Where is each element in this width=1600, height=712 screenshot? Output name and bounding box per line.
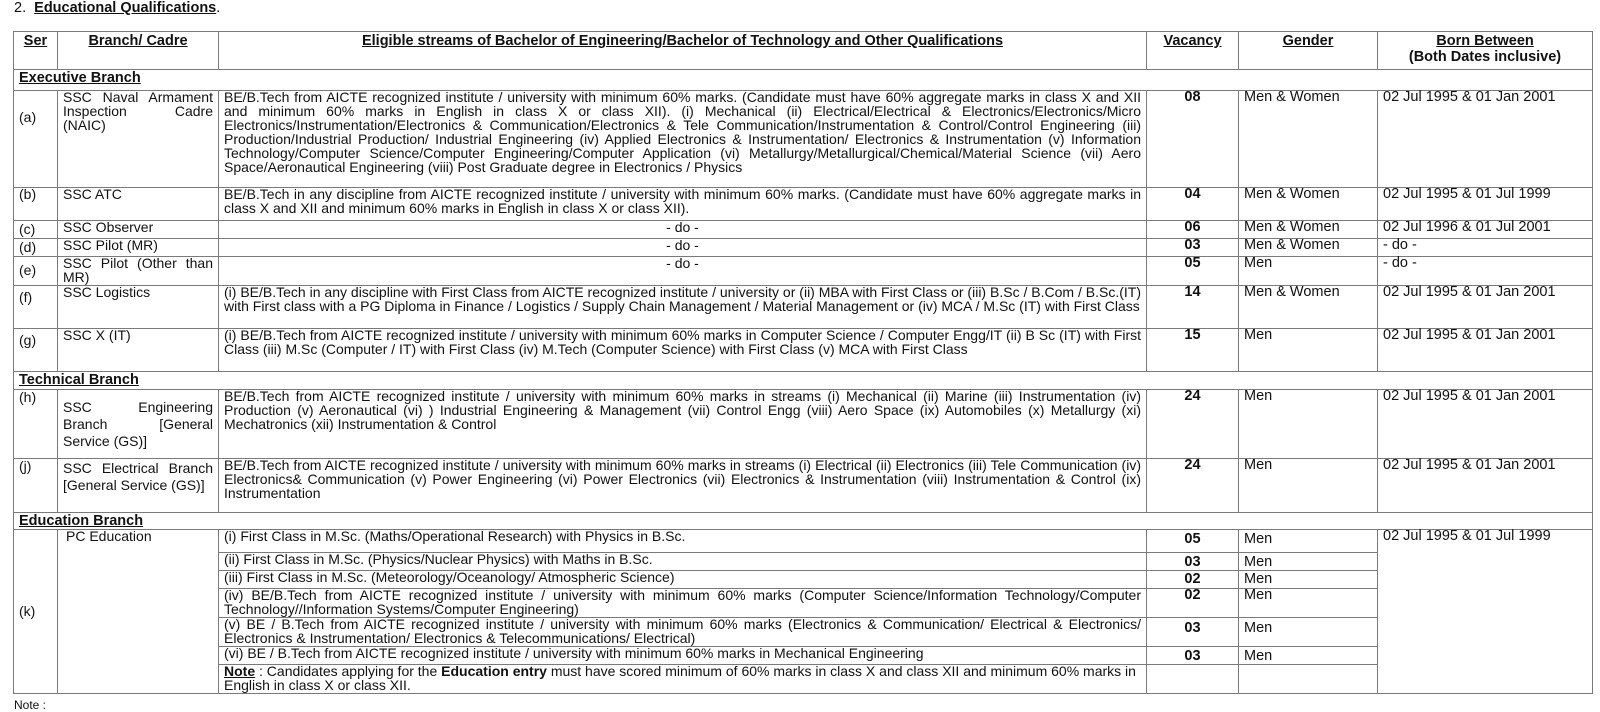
note-emphasis: Education entry: [441, 663, 547, 679]
cadre-cell: PC Education: [58, 530, 219, 694]
ser-cell: (k): [14, 530, 58, 694]
cadre-cell: SSC ATC: [58, 188, 219, 221]
cadre-cell: SSC X (IT): [58, 329, 219, 372]
ser-cell: (h): [14, 390, 58, 459]
section-number: 2.: [14, 0, 27, 16]
streams-cell: (vi) BE / B.Tech from AICTE recognized institute / university with minimum 60% marks in Mechanical Engineering: [219, 647, 1147, 665]
gender-cell: Men & Women: [1239, 239, 1378, 257]
qualifications-table: [13, 31, 1593, 694]
streams-cell: BE/B.Tech from AICTE recognized institute / university with minimum 60% marks in streams (i) Electrical (ii) Electronics (iii) Tele Communication (iv) Electronics& Communication (v) Power Engineering (vi) Power Electronics (vii) Electronics & Instrumentation (viii) Instrumentation & Control (ix) Instrumentation: [219, 459, 1147, 513]
born-cell: 02 Jul 1995 & 01 Jul 1999: [1378, 188, 1593, 221]
trailing-note-label: Note :: [14, 698, 47, 712]
ser-cell: (b): [14, 188, 58, 221]
vacancy-cell: 03: [1147, 239, 1239, 257]
streams-cell: BE/B.Tech in any discipline from AICTE recognized institute / university with minimum 60% marks. (Candidate must have 60% aggregate marks in class X and XII and minimum 60% marks in English in class X or class XII).: [219, 188, 1147, 221]
vacancy-cell: 03: [1147, 618, 1239, 647]
note-label: Note: [224, 663, 256, 679]
header-gender: Gender: [1239, 32, 1378, 70]
ser-cell: (g): [14, 329, 58, 372]
streams-cell: (iii) First Class in M.Sc. (Meteorology/Oceanology/ Atmospheric Science): [219, 571, 1147, 589]
born-cell: 02 Jul 1995 & 01 Jan 2001: [1378, 91, 1593, 188]
vacancy-cell: 03: [1147, 553, 1239, 571]
header-vacancy: Vacancy: [1147, 32, 1239, 70]
gender-cell: Men: [1239, 553, 1378, 571]
cadre-cell: SSC Pilot (MR): [58, 239, 219, 257]
streams-cell: (i) BE/B.Tech from AICTE recognized institute / university with minimum 60% marks in Computer Science / Computer Engg/IT (ii) B Sc (IT) with First Class (iii) M.Sc (Computer / IT) with First Class (iv) M.Tech (Computer Science) with First Class (v) MCA with First Class: [219, 329, 1147, 372]
section-title-education: Education Branch: [14, 513, 1593, 530]
section-row-education: [14, 513, 1593, 530]
ser-cell: (e): [14, 257, 58, 286]
cadre-cell: SSC Pilot (Other than MR): [58, 257, 219, 286]
gender-cell: Men: [1239, 257, 1378, 286]
section-row-executive: [14, 70, 1593, 91]
ser-cell: (d): [14, 239, 58, 257]
streams-cell: (i) First Class in M.Sc. (Maths/Operational Research) with Physics in B.Sc.: [219, 530, 1147, 553]
gender-cell: Men: [1239, 459, 1378, 513]
streams-cell: - do -: [219, 257, 1147, 286]
born-cell: 02 Jul 1995 & 01 Jul 1999: [1378, 530, 1593, 694]
section-heading: 2. Educational Qualifications.: [14, 0, 221, 16]
table-row: [14, 221, 1593, 239]
gender-cell: Men: [1239, 589, 1378, 618]
streams-cell: (i) BE/B.Tech in any discipline with First Class from AICTE recognized institute / university or (ii) MBA with First Class or (iii) B.Sc / B.Com / B.Sc.(IT) with First class with a PG Diploma in Finance / Logistics / Supply Chain Management / Material Management or (iv) MCA / M.Sc (IT) with First Class: [219, 286, 1147, 329]
education-note-cell: Note : Candidates applying for the Education entry must have scored minimum of 60% marks in class X and class XII and minimum 60% marks in English in class X or class XII.: [219, 665, 1147, 694]
table-row: [14, 257, 1593, 286]
table-row: [14, 188, 1593, 221]
table-row: [14, 390, 1593, 459]
born-cell: 02 Jul 1995 & 01 Jan 2001: [1378, 390, 1593, 459]
gender-cell: Men & Women: [1239, 221, 1378, 239]
gender-cell: Men & Women: [1239, 188, 1378, 221]
table-header-row: [14, 32, 1593, 70]
table-row: [14, 589, 1593, 618]
streams-cell: (v) BE / B.Tech from AICTE recognized institute / university with minimum 60% marks (Electronics & Communication/ Electrical & Electronics/ Electronics & Instrumentation/ Electronics & Telecommunications/ Electrical): [219, 618, 1147, 647]
cadre-cell: SSC Observer: [58, 221, 219, 239]
cadre-cell: SSC Electrical Branch [General Service (GS)]: [58, 459, 219, 513]
vacancy-cell: 03: [1147, 647, 1239, 665]
gender-cell: Men: [1239, 647, 1378, 665]
vacancy-cell: 24: [1147, 459, 1239, 513]
vacancy-cell: 04: [1147, 188, 1239, 221]
section-title-executive: Executive Branch: [14, 70, 1593, 91]
vacancy-cell: 14: [1147, 286, 1239, 329]
table-row: [14, 618, 1593, 647]
note-row: [14, 665, 1593, 694]
streams-cell: (iv) BE/B.Tech from AICTE recognized institute / university with minimum 60% marks (Computer Science/Information Technology/Computer Technology//Information Systems/Computer Engineering): [219, 589, 1147, 618]
cadre-cell: SSC Engineering Branch [General Service (GS)]: [58, 390, 219, 459]
gender-cell: Men & Women: [1239, 91, 1378, 188]
ser-cell: (j): [14, 459, 58, 513]
gender-cell: Men: [1239, 618, 1378, 647]
born-cell: 02 Jul 1995 & 01 Jan 2001: [1378, 286, 1593, 329]
vacancy-cell: 05: [1147, 530, 1239, 553]
gender-cell-empty: [1239, 665, 1378, 694]
vacancy-cell: 02: [1147, 571, 1239, 589]
table-row: [14, 239, 1593, 257]
section-title-technical: Technical Branch: [14, 372, 1593, 390]
table-row: [14, 553, 1593, 571]
streams-cell: BE/B.Tech from AICTE recognized institute / university with minimum 60% marks. (Candidate must have 60% aggregate marks in class X and XII and minimum 60% marks in English in class X or class XII). (i) Mechanical (ii) Electrical/Electrical & Electronics/Electronics/Micro Electronics/Instrumentation/Electronics & Communication/Electronics & Tele Communication/Instrumentation & Control/Control Engineering (iii) Production/Industrial Production/ Industrial Engineering (iv) Applied Electronics & Instrumentation/ Electronics & Instrumentation (v) Information Technology/Computer Science/Computer Engineering/Computer Application (vi) Metallurgy/Metallurgical/Chemical/Material Science (vii) Aero Space/Aeronautical Engineering (viii) Post Graduate degree in Electronics / Physics: [219, 91, 1147, 188]
table-row: [14, 459, 1593, 513]
gender-cell: Men & Women: [1239, 286, 1378, 329]
vacancy-cell: 06: [1147, 221, 1239, 239]
gender-cell: Men: [1239, 530, 1378, 553]
born-cell: 02 Jul 1996 & 01 Jul 2001: [1378, 221, 1593, 239]
table-row: [14, 329, 1593, 372]
vacancy-cell: 05: [1147, 257, 1239, 286]
header-born-between: Born Between (Both Dates inclusive): [1378, 32, 1593, 70]
streams-cell: - do -: [219, 239, 1147, 257]
vacancy-cell: 08: [1147, 91, 1239, 188]
cadre-cell: SSC Logistics: [58, 286, 219, 329]
vacancy-cell-empty: [1147, 665, 1239, 694]
table-row: [14, 530, 1593, 553]
streams-cell: - do -: [219, 221, 1147, 239]
gender-cell: Men: [1239, 329, 1378, 372]
header-eligible-streams: Eligible streams of Bachelor of Engineering/Bachelor of Technology and Other Qualifications: [219, 32, 1147, 70]
cadre-cell: SSC Naval Armament Inspection Cadre (NAIC): [58, 91, 219, 188]
table-row: [14, 91, 1593, 188]
born-cell: - do -: [1378, 239, 1593, 257]
ser-cell: (c): [14, 221, 58, 239]
section-title: Educational Qualifications: [34, 0, 217, 16]
streams-cell: BE/B.Tech from AICTE recognized institute / university with minimum 60% marks in streams (i) Mechanical (ii) Marine (iii) Instrumentation (iv) Production (v) Aeronautical (vi) ) Industrial Engineering & Management (vii) Control Engg (viii) Aero Space (ix) Automobiles (x) Metallurgy (xi) Mechatronics (xii) Instrumentation & Control: [219, 390, 1147, 459]
vacancy-cell: 02: [1147, 589, 1239, 618]
gender-cell: Men: [1239, 390, 1378, 459]
table-row: [14, 647, 1593, 665]
born-cell: - do -: [1378, 257, 1593, 286]
table-row: [14, 286, 1593, 329]
gender-cell: Men: [1239, 571, 1378, 589]
header-branch-cadre: Branch/ Cadre: [58, 32, 219, 70]
born-cell: 02 Jul 1995 & 01 Jan 2001: [1378, 459, 1593, 513]
streams-cell: (ii) First Class in M.Sc. (Physics/Nuclear Physics) with Maths in B.Sc.: [219, 553, 1147, 571]
vacancy-cell: 24: [1147, 390, 1239, 459]
section-row-technical: [14, 372, 1593, 390]
born-cell: 02 Jul 1995 & 01 Jan 2001: [1378, 329, 1593, 372]
header-ser: Ser: [14, 32, 58, 70]
ser-cell: (f): [14, 286, 58, 329]
vacancy-cell: 15: [1147, 329, 1239, 372]
table-row: [14, 571, 1593, 589]
ser-cell: (a): [14, 91, 58, 188]
